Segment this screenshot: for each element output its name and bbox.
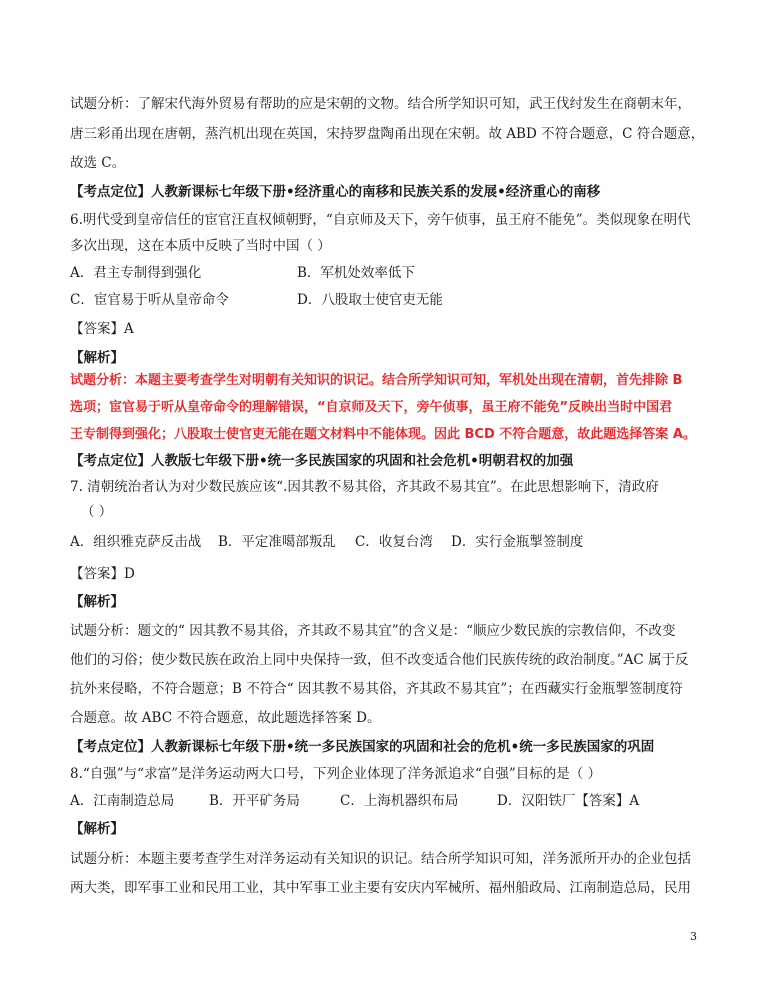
jiexi-q7: 【解析】 xyxy=(70,594,124,610)
q6-option-d: D．八股取士使官吏无能 xyxy=(297,292,443,308)
question-8-line1: 8.“自强”与“求富”是洋务运动两大口号，下列企业体现了洋务派追求“自强”目标的是（ ） xyxy=(70,766,602,782)
q7-options-row xyxy=(70,533,710,551)
analysis-q7-line1: 试题分析：题文的“ 因其教不易其俗，齐其政不易其宜”的含义是：“顺应少数民族的宗教信仰，不改变 xyxy=(70,623,676,639)
question-6-line1: 6.明代受到皇帝信任的宦官汪直权倾朝野，“自京师及天下，旁午侦事，虽王府不能免”。类似现象在明代 xyxy=(70,212,691,228)
question-7-line2: （ ） xyxy=(81,504,113,520)
q7-option-d: D．实行金瓶掣签制度 xyxy=(451,534,584,550)
q7-option-c: C．收复台湾 xyxy=(355,534,433,550)
kaodian-q5: 【考点定位】人教新课标七年级下册•经济重心的南移和民族关系的发展•经济重心的南移 xyxy=(70,184,601,200)
q8-option-a: A．江南制造总局 xyxy=(70,793,175,809)
kaodian-q7: 【考点定位】人教新课标七年级下册•统一多民族国家的巩固和社会的危机•统一多民族国家的巩固 xyxy=(70,739,655,755)
page-number: 3 xyxy=(690,930,697,943)
jiexi-q6: 【解析】 xyxy=(70,350,124,366)
analysis-q6-line3: 王专制得到强化；八股取士使官吏无能在题文材料中不能体现。因此 BCD 不符合题意，故此题选择答案 A。 xyxy=(70,427,696,442)
q6-options-row1 xyxy=(70,264,710,282)
q8-option-b: B．开平矿务局 xyxy=(209,793,300,809)
analysis-q6-line2: 选项；宦官易于听从皇帝命令的理解错误，“自京师及天下，旁午侦事，虽王府不能免”反映出当时中国君 xyxy=(70,400,673,415)
q6-option-b: B．军机处效率低下 xyxy=(297,265,415,281)
analysis-q5-line3: 故选 C。 xyxy=(70,155,126,171)
analysis-q5-line1: 试题分析：了解宋代海外贸易有帮助的应是宋朝的文物。结合所学知识可知，武王伐纣发生在商朝末年， xyxy=(70,96,691,112)
q7-option-a: A．组织雅克萨反击战 xyxy=(70,534,202,550)
analysis-q6-line1: 试题分析：本题主要考查学生对明朝有关知识的识记。结合所学知识可知，军机处出现在清朝，首先排除 B xyxy=(70,373,683,388)
analysis-q7-line2: 他们的习俗；使少数民族在政治上同中央保持一致，但不改变适合他们民族传统的政治制度。”AC 属于反 xyxy=(70,652,689,668)
kaodian-q6: 【考点定位】人教版七年级下册•统一多民族国家的巩固和社会危机•明朝君权的加强 xyxy=(70,453,574,469)
q6-option-c: C．宦官易于听从皇帝命令 xyxy=(70,292,229,308)
q8-option-c: C．上海机器织布局 xyxy=(340,793,459,809)
analysis-q7-line3: 抗外来侵略，不符合题意；B 不符合“ 因其教不易其俗，齐其政不易其宜”；在西藏实行金瓶掣签制度符 xyxy=(70,681,683,697)
q6-option-a: A．君主专制得到强化 xyxy=(70,265,202,281)
analysis-q5-line2: 唐三彩甬出现在唐朝，蒸汽机出现在英国，宋持罗盘陶甬出现在宋朝。故 ABD 不符合题意，C 符合题意， xyxy=(70,126,705,142)
answer-q7: 【答案】D xyxy=(70,566,135,582)
q8-options-row xyxy=(70,792,710,810)
analysis-q8-line1: 试题分析：本题主要考查学生对洋务运动有关知识的识记。结合所学知识可知，洋务派所开办的企业包括 xyxy=(70,851,691,867)
jiexi-q8: 【解析】 xyxy=(70,821,124,837)
q8-option-d-and-answer: D．汉阳铁厂【答案】A xyxy=(497,793,640,809)
question-6-line2: 多次出现，这在本质中反映了当时中国（ ） xyxy=(70,238,331,254)
answer-q6: 【答案】A xyxy=(70,321,134,337)
q7-option-b: B．平定准噶部叛乱 xyxy=(218,534,336,550)
question-7-line1: 7. 清朝统治者认为对少数民族应该“.因其教不易其俗，齐其政不易其宜”。在此思想影响下，清政府 xyxy=(70,479,659,495)
q6-options-row2 xyxy=(70,291,710,309)
analysis-q7-line4: 合题意。故 ABC 不符合题意，故此题选择答案 D。 xyxy=(70,710,381,726)
analysis-q8-line2: 两大类，即军事工业和民用工业，其中军事工业主要有安庆内军械所、福州船政局、江南制造总局，民用 xyxy=(70,880,691,896)
